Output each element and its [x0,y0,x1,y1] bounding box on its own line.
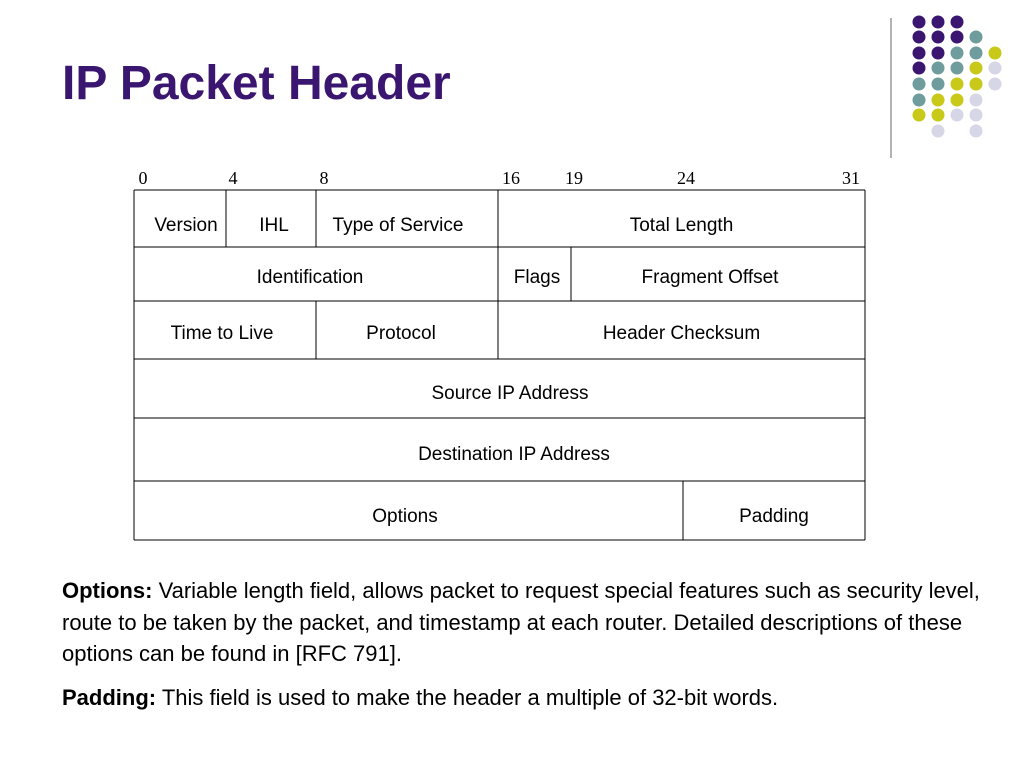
field-source-ip-address: Source IP Address [431,383,589,404]
options-text: Variable length field, allows packet to request special features such as security level, route to be taken by the packet, and timestamp at each router. Detailed descriptions of these options can be found in [RFC 791]. [62,578,980,666]
field-fragment-offset: Fragment Offset [641,267,779,288]
field-type-of-service: Type of Service [332,215,464,236]
padding-description [62,682,992,714]
bit-label-31: 31 [842,168,860,188]
field-version: Version [154,215,218,236]
field-header-checksum: Header Checksum [602,323,761,344]
field-total-length: Total Length [629,215,734,236]
field-ihl: IHL [259,215,289,236]
padding-text: This field is used to make the header a multiple of 32-bit words. [161,685,779,710]
field-options: Options [372,506,438,527]
field-flags: Flags [513,267,561,288]
options-term: Options: [62,578,153,603]
field-time-to-live: Time to Live [170,323,274,344]
padding-term: Padding: [62,685,157,710]
slide-title: IP Packet Header [62,57,451,110]
bit-label-8: 8 [319,168,329,188]
field-padding: Padding [739,506,809,527]
bit-label-19: 19 [565,168,583,188]
bit-label-24: 24 [677,168,695,188]
field-destination-ip-address: Destination IP Address [418,444,610,465]
options-description [62,575,992,670]
field-identification: Identification [256,267,364,288]
bit-label-0: 0 [138,168,148,188]
field-protocol: Protocol [366,323,436,344]
bit-label-4: 4 [228,168,238,188]
bit-label-16: 16 [502,168,520,188]
